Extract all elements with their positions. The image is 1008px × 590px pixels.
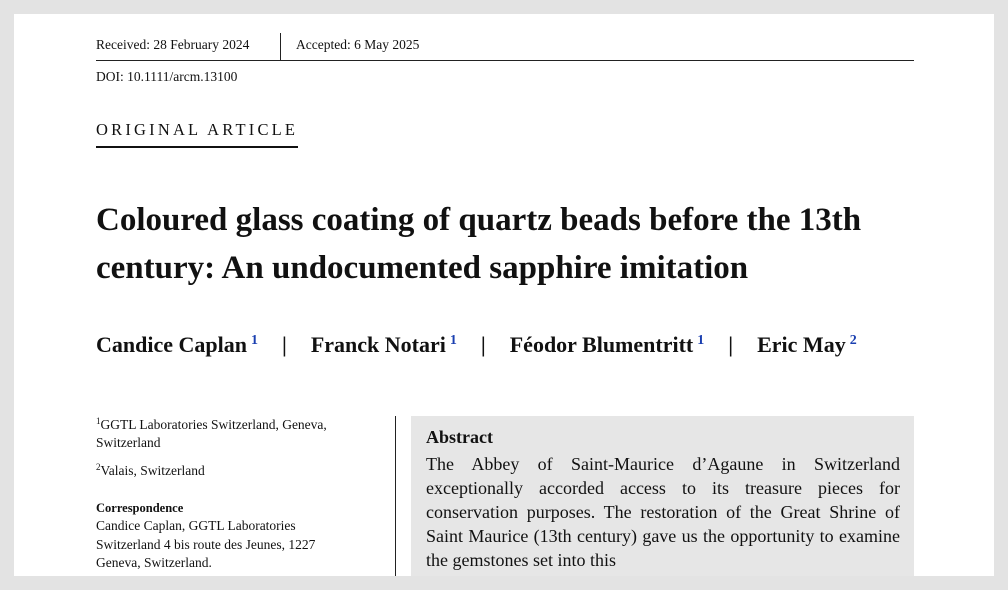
- author-separator: |: [728, 332, 734, 357]
- author-name[interactable]: Eric May $^2$: [757, 332, 857, 357]
- affiliation-marker[interactable]: 1: [697, 333, 705, 348]
- affiliation-marker[interactable]: 1: [250, 333, 258, 348]
- affiliation-item: $^1$GGTL Laboratories Switzerland, Geneva, Switzerland: [96, 416, 327, 450]
- correspondence-heading: Correspondence: [96, 501, 184, 515]
- abstract-panel: [411, 416, 914, 576]
- affiliation-marker[interactable]: 1: [449, 333, 457, 348]
- accepted-date: Accepted: 6 May 2025: [296, 37, 420, 52]
- doi-link[interactable]: DOI: 10.1111/arcm.13100: [96, 69, 238, 84]
- author-separator: |: [281, 332, 287, 357]
- author-list: [96, 332, 857, 358]
- affiliation-item: $^2$Valais, Switzerland: [96, 462, 205, 478]
- received-date: Received: 28 February 2024: [96, 37, 250, 52]
- affiliation-marker[interactable]: 2: [849, 333, 857, 348]
- article-type-label: ORIGINAL ARTICLE: [96, 120, 298, 148]
- article-title: Coloured glass coating of quartz beads before the 13th century: An undocumented sapphire imitation: [96, 202, 862, 286]
- author-name[interactable]: Candice Caplan $^1$: [96, 332, 258, 357]
- abstract-heading: Abstract: [426, 427, 493, 447]
- author-separator: |: [480, 332, 486, 357]
- column-divider: [395, 416, 396, 576]
- correspondence-text: Candice Caplan, GGTL Laboratories Switzerland 4 bis route des Jeunes, 1227 Geneva, Switzerland.: [96, 518, 316, 570]
- article-page: [14, 14, 994, 576]
- article-dates: [96, 31, 914, 61]
- abstract-text: The Abbey of Saint-Maurice d’Agaune in Switzerland exceptionally accorded access to its treasure pieces for conservation purposes. The restoration of the Great Shrine of Saint Maurice (13th century) gave us the opportunity to examine the gemstones set into this: [426, 454, 900, 570]
- author-name[interactable]: Féodor Blumentritt $^1$: [509, 332, 705, 357]
- author-name[interactable]: Franck Notari $^1$: [310, 332, 457, 357]
- date-divider: [280, 33, 281, 60]
